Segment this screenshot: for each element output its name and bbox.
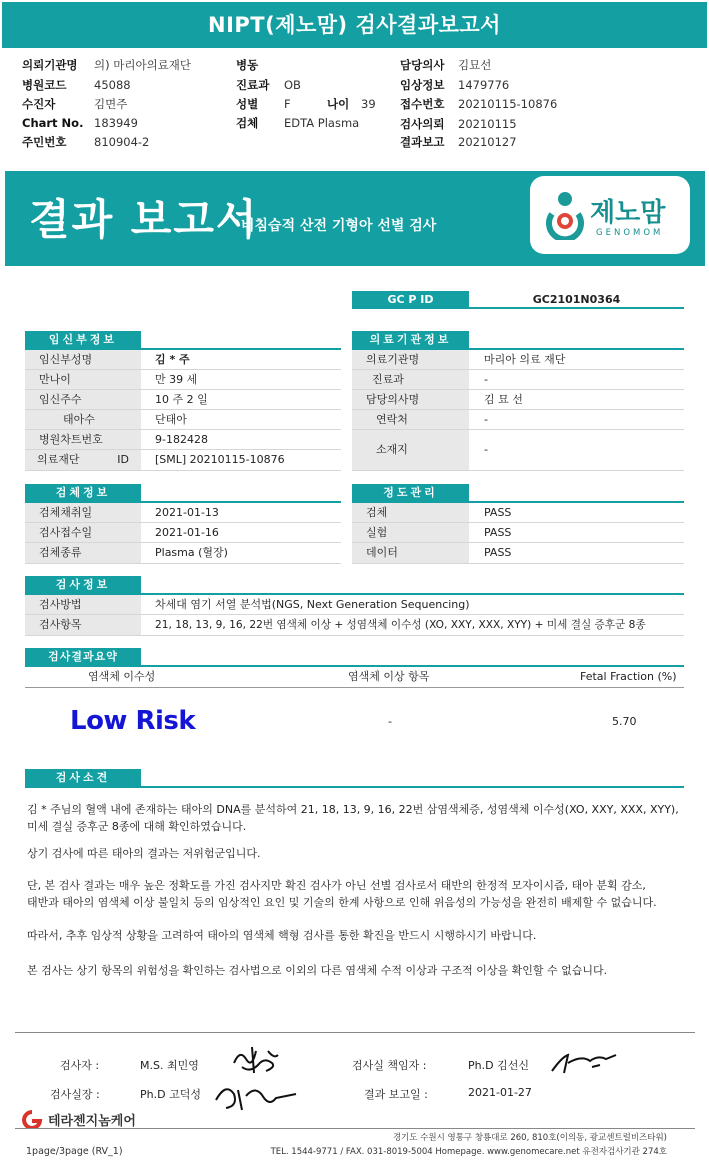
opinion-para-5: 본 검사는 상기 항목의 위험성을 확인하는 검사법으로 이외의 다른 염색체 수적 이상과 구조적 이상을 확인할 수 없습니다. bbox=[27, 964, 608, 977]
test-value-method: 차세대 염기 서열 분석법(NGS, Next Generation Sequencing) bbox=[155, 598, 470, 611]
pregnant-value-id: [SML] 20210115-10876 bbox=[155, 453, 285, 466]
pregnant-value-chart: 9-182428 bbox=[155, 433, 208, 446]
info-specimen: 검체 EDTA Plasma bbox=[236, 116, 360, 130]
opinion-para-3 bbox=[27, 877, 687, 911]
head-signature-icon bbox=[548, 1045, 620, 1077]
summary-abnormal-value: - bbox=[388, 715, 392, 728]
pregnant-label-fetus: 태아수 bbox=[25, 410, 141, 430]
summary-col-ff: Fetal Fraction (%) bbox=[580, 670, 677, 683]
summary-col-abnormal: 염색체 이상 항목 bbox=[348, 670, 430, 683]
banner-title: 결과 보고서 bbox=[29, 195, 259, 244]
inst-value-address: - bbox=[484, 443, 488, 456]
pregnant-label-weeks: 임신주수 bbox=[25, 390, 141, 410]
row-divider bbox=[352, 470, 684, 471]
test-value-items: 21, 18, 13, 9, 16, 22번 염색체 이상 + 성염색체 이수성 (XO, XXY, XXX, XYY) + 미세 결실 증후군 8종 bbox=[155, 619, 646, 631]
company-logo-icon bbox=[18, 1109, 46, 1129]
tester-name: M.S. 최민영 bbox=[140, 1059, 199, 1072]
chief-signature-icon bbox=[212, 1076, 302, 1114]
footer-address: 경기도 수원시 영통구 창룡대로 260, 810호(이의동, 광교센트럴비즈타워) bbox=[392, 1133, 667, 1143]
row-divider bbox=[352, 563, 684, 564]
footer-divider bbox=[15, 1128, 695, 1129]
report-date-label: 결과 보고일 : bbox=[364, 1088, 428, 1101]
inst-label-name: 의료기관명 bbox=[352, 350, 469, 370]
info-chart-no: Chart No. 183949 bbox=[22, 116, 138, 130]
report-banner bbox=[5, 171, 705, 266]
institution-header: 의료기관정보 bbox=[352, 331, 469, 349]
opinion-line: 미세 결실 증후군 8종에 대해 확인하였습니다. bbox=[27, 820, 247, 833]
specimen-label-collect: 검체채취일 bbox=[25, 503, 141, 523]
summary-result: Low Risk bbox=[70, 706, 196, 736]
specimen-value-receive: 2021-01-16 bbox=[155, 526, 219, 539]
pregnant-value-weeks: 10 주 2 일 bbox=[155, 393, 208, 406]
page-number: 1page/3page (RV_1) bbox=[26, 1146, 123, 1157]
signature-divider bbox=[15, 1032, 695, 1033]
pregnant-value-fetus: 단태아 bbox=[155, 413, 187, 426]
info-department: 진료과 OB bbox=[236, 78, 301, 92]
specimen-label-receive: 검사접수일 bbox=[25, 523, 141, 543]
banner-subtitle: 비침습적 산전 기형아 선별 검사 bbox=[241, 218, 437, 234]
chief-name: Ph.D 고덕성 bbox=[140, 1088, 201, 1101]
inst-value-name: 마리아 의료 재단 bbox=[484, 353, 566, 366]
specimen-value-type: Plasma (혈장) bbox=[155, 546, 228, 559]
summary-col-aneuploidy: 염색체 이수성 bbox=[88, 670, 156, 683]
info-doctor: 담당의사 김묘선 bbox=[400, 58, 492, 72]
info-report-date: 결과보고 20210127 bbox=[400, 135, 517, 149]
opinion-para-4: 따라서, 추후 임상적 상황을 고려하여 태아의 염색체 핵형 검사를 통한 확진을 반드시 시행하시기 바랍니다. bbox=[27, 929, 537, 942]
qc-value-data: PASS bbox=[484, 546, 512, 559]
logo-english: GENOMOM bbox=[596, 228, 664, 238]
test-label-method: 검사방법 bbox=[25, 595, 141, 615]
qc-value-specimen: PASS bbox=[484, 506, 512, 519]
pregnant-label-name: 임신부성명 bbox=[25, 350, 141, 370]
qc-label-specimen: 검체 bbox=[352, 503, 469, 523]
info-hospital-code: 병원코드 45088 bbox=[22, 78, 131, 92]
info-request-date: 검사의뢰 20210115 bbox=[400, 117, 517, 131]
chief-label: 검사실장 : bbox=[50, 1088, 100, 1101]
pregnant-header: 임신부정보 bbox=[25, 331, 141, 349]
logo-korean: 제노맘 bbox=[590, 198, 666, 228]
info-patient: 수진자 김면주 bbox=[22, 97, 128, 111]
row-divider bbox=[25, 635, 684, 636]
gcpid-value: GC2101N0364 bbox=[469, 291, 684, 309]
opinion-header: 검사소견 bbox=[25, 769, 141, 787]
pregnant-value-age: 만 39 세 bbox=[155, 373, 198, 386]
test-label-items: 검사항목 bbox=[25, 615, 141, 635]
company-name: 테라젠지놈케어 bbox=[48, 1113, 136, 1129]
inst-label-contact: 연락처 bbox=[352, 410, 469, 430]
info-resident-no: 주민번호 810904-2 bbox=[22, 135, 150, 149]
row-divider bbox=[25, 687, 684, 688]
company-logo bbox=[18, 1108, 136, 1130]
inst-label-address: 소재지 bbox=[352, 430, 469, 470]
row-divider bbox=[25, 470, 341, 471]
pregnant-value-name: 김 * 주 bbox=[155, 353, 190, 366]
qc-label-data: 데이터 bbox=[352, 543, 469, 563]
info-receipt-no: 접수번호 20210115-10876 bbox=[400, 97, 558, 111]
inst-label-doctor: 담당의사명 bbox=[352, 390, 469, 410]
info-sex: 성별 F bbox=[236, 97, 291, 111]
inst-label-dept: 진료과 bbox=[352, 370, 469, 390]
opinion-para-2: 상기 검사에 따른 태아의 결과는 저위험군입니다. bbox=[27, 847, 261, 860]
gcpid-label: GC P ID bbox=[352, 291, 469, 309]
summary-header: 검사결과요약 bbox=[25, 648, 141, 666]
opinion-line: 김 * 주님의 혈액 내에 존재하는 태아의 DNA를 분석하여 21, 18, 13, 9, 16, 22번 삼염색체증, 성염색체 이수성(XO, XXY, XXX, XYY), bbox=[27, 803, 679, 816]
test-header: 검사정보 bbox=[25, 576, 141, 594]
inst-value-dept: - bbox=[484, 373, 488, 386]
info-clinical: 임상정보 1479776 bbox=[400, 78, 510, 92]
report-date-value: 2021-01-27 bbox=[468, 1086, 532, 1099]
genomom-mark-icon bbox=[544, 190, 586, 240]
inst-value-doctor: 김 묘 선 bbox=[484, 393, 523, 406]
info-age: 나이 39 bbox=[327, 97, 376, 111]
genomom-logo bbox=[530, 176, 690, 254]
tester-signature-icon bbox=[228, 1043, 282, 1077]
qc-header: 정도관리 bbox=[352, 484, 469, 502]
tester-label: 검사자 : bbox=[60, 1059, 100, 1072]
report-title: NIPT(제노맘) 검사결과보고서 bbox=[208, 13, 501, 37]
qc-value-experiment: PASS bbox=[484, 526, 512, 539]
opinion-para-1 bbox=[27, 801, 687, 835]
inst-value-contact: - bbox=[484, 413, 488, 426]
info-institution: 의뢰기관명 의) 마리아의료재단 bbox=[22, 58, 192, 72]
summary-ff-value: 5.70 bbox=[612, 715, 637, 728]
head-name: Ph.D 김선신 bbox=[468, 1059, 529, 1072]
opinion-header-line bbox=[25, 786, 684, 788]
footer-contact: TEL. 1544-9771 / FAX. 031-8019-5004 Homepage. www.genomecare.net 유전자검사기관 274호 bbox=[270, 1147, 667, 1157]
report-title-bar bbox=[2, 2, 707, 48]
info-ward: 병동 bbox=[236, 58, 259, 72]
head-label: 검사실 책임자 : bbox=[352, 1059, 427, 1072]
specimen-header: 검체정보 bbox=[25, 484, 141, 502]
row-divider bbox=[25, 563, 341, 564]
pregnant-label-chart: 병원차트번호 bbox=[25, 430, 141, 450]
opinion-line: 태반과 태아의 염색체 이상 불일치 등의 임상적인 요인 및 기술의 한계 사항으로 인해 위음성의 가능성을 완전히 배제할 수 없습니다. bbox=[27, 896, 657, 909]
specimen-value-collect: 2021-01-13 bbox=[155, 506, 219, 519]
qc-label-experiment: 실험 bbox=[352, 523, 469, 543]
specimen-label-type: 검체종류 bbox=[25, 543, 141, 563]
pregnant-label-age: 만나이 bbox=[25, 370, 141, 390]
opinion-line: 단, 본 검사 결과는 매우 높은 정확도를 가진 검사지만 확진 검사가 아닌 선별 검사로서 태반의 한정적 모자이시즘, 태아 분획 감소, bbox=[27, 879, 646, 892]
pregnant-label-id: 의료재단 ID bbox=[25, 450, 141, 470]
